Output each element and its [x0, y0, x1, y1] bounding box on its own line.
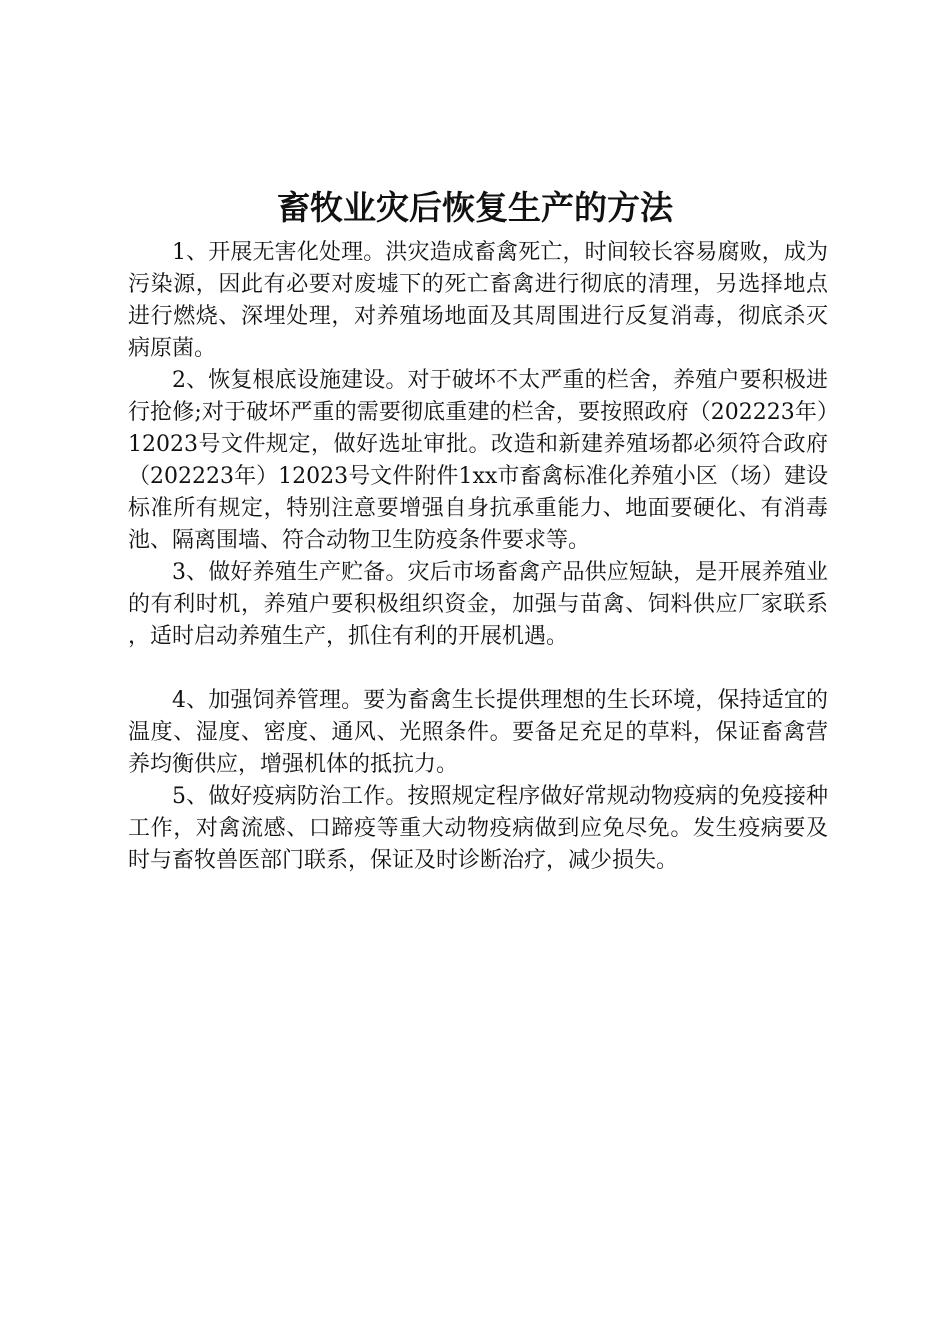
paragraph-5: 5、做好疫病防治工作。按照规定程序做好常规动物疫病的免疫接种工作，对禽流感、口蹄疫等重大动物疫病做到应免尽免。发生疫病要及时与畜牧兽医部门联系，保证及时诊断治疗，减少损失。 — [128, 784, 828, 873]
paragraph-4: 4、加强饲养管理。要为畜禽生长提供理想的生长环境，保持适宜的温度、湿度、密度、通风、光照条件。要备足充足的草料，保证畜禽营养均衡供应，增强机体的抵抗力。 — [128, 688, 828, 777]
document-title: 畜牧业灾后恢复生产的方法 — [277, 188, 673, 227]
paragraph-3: 3、做好养殖生产贮备。灾后市场畜禽产品供应短缺，是开展养殖业的有利时机，养殖户要积极组织资金，加强与苗禽、饲料供应厂家联系，适时启动养殖生产，抓住有利的开展机遇。 — [128, 560, 828, 649]
paragraph-2: 2、恢复根底设施建设。对于破坏不太严重的栏舍，养殖户要积极进行抢修;对于破坏严重的需要彻底重建的栏舍，要按照政府（202223年）12023号文件规定，做好选址审批。改造和新建养殖场都必须符合政府（202223年）12023号文件附件1xx市畜禽标准化养殖小区（场）建设标准所有规定，特别注意要增强自身抗承重能力、地面要硬化、有消毒池、隔离围墙、符合动物卫生防疫条件要求等。 — [128, 368, 828, 553]
document-body — [128, 237, 828, 877]
paragraph-1: 1、开展无害化处理。洪灾造成畜禽死亡，时间较长容易腐败，成为污染源，因此有必要对废墟下的死亡畜禽进行彻底的清理，另选择地点进行燃烧、深埋处理，对养殖场地面及其周围进行反复消毒，彻底杀灭病原菌。 — [128, 240, 828, 361]
